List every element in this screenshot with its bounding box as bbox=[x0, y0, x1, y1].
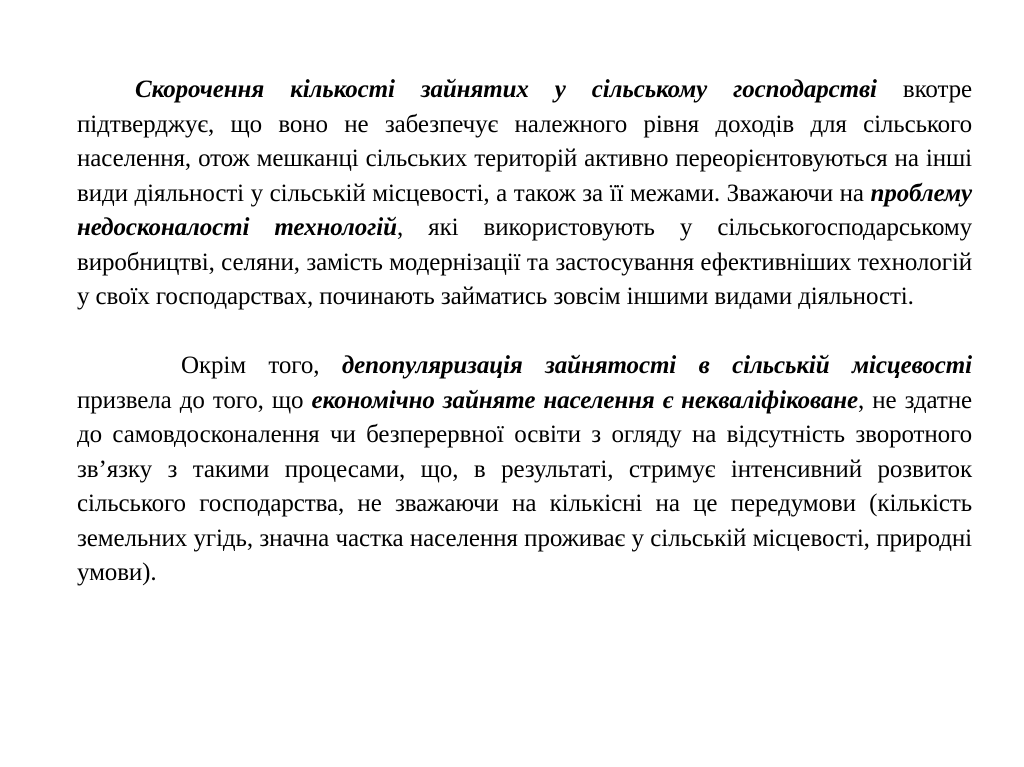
emphasis-technology-problem: проблему недосконалості технологій bbox=[77, 179, 972, 241]
emphasis-depopularization: депопуляризація зайнятості в сільській місцевості bbox=[341, 352, 972, 379]
emphasis-unqualified-population: економічно зайняте населення є некваліфіковане bbox=[311, 386, 859, 414]
paragraph-2-text-2: призвела до того, що bbox=[77, 386, 312, 414]
paragraph-2-text-3: , не здатне до самовдосконалення чи безперервної освіти з огляду на відсутність зворотного зв’язку з такими процесами, що, в результаті, стримує інтенсивний розвиток сільського господарства, не зважаючи на кількісні на це передумови (кількість земельних угідь, значна частка населення проживає у сільській місцевості, природні умови). bbox=[77, 386, 973, 586]
text-block bbox=[77, 73, 972, 591]
paragraph-1-text-1: вкотре підтверджує, що воно не забезпечує належного рівня доходів для сільського населення, отож мешканці сільських територій активно переорієнтовуються на інші види діяльності у сільській місцевості, а також за її межами. Зважаючи на bbox=[77, 76, 973, 207]
paragraph-1 bbox=[77, 73, 972, 315]
emphasis-employment-reduction: Скорочення кількості зайнятих у сільському господарстві bbox=[135, 76, 877, 103]
paragraph-2 bbox=[77, 349, 972, 591]
paragraph-1-text-2: , які використовують у сільськогосподарському виробництві, селяни, замість модернізації та застосування ефективніших технологій у своїх господарствах, починають займатись зовсім іншими видами діяльності. bbox=[77, 214, 972, 310]
paragraph-2-text-1: Окрім того, bbox=[181, 352, 342, 379]
